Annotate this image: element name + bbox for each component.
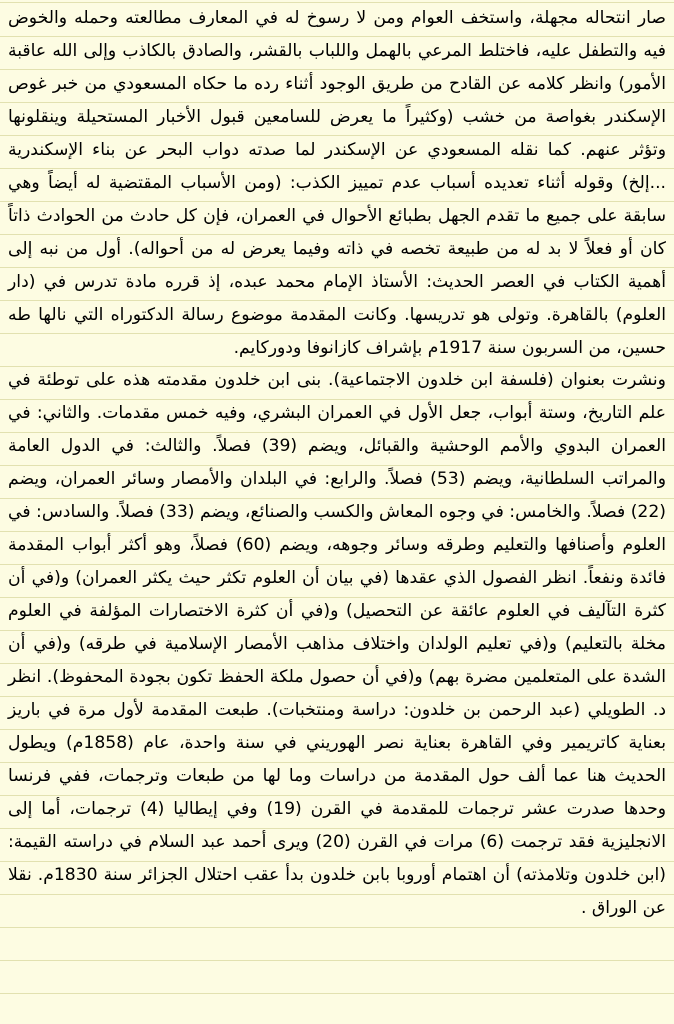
paragraph: صار انتحاله مجهلة، واستخف العوام ومن لا رسوخ له في المعارف مطالعته وحمله والخوض فيه والتطفل عليه، فاختلط المرعي بالهمل واللباب بالقشر، والصادق بالكاذب وإلى الله عاقبة الأمور) وانظر كلامه عن القادح من طريق الوجود أثناء رده ما حكاه المسعودي من خبر غوص الإسكندر بغواصة من خشب (وكثيراً ما يعرض للسامعين قبول الأخبار المستحيلة وينقلونها وتؤثر عنهم. كما نقله المسعودي عن الإسكندر لما صدته دواب البحر عن بناء الإسكندرية ...إلخ) وقوله أثناء تعديده أسباب عدم تمييز الكذب: (ومن الأسباب المقتضية له أيضاً وهي سابقة على جميع ما تقدم الجهل بطبائع الأحوال في العمران، فإن كل حادث من الحوادث ذاتاً كان أو فعلاً لا بد له من طبيعة تخصه في ذاته وفيما يعرض له من أحواله). أول من نبه إلى أهمية الكتاب في العصر الحديث: الأستاذ الإمام محمد عبده، إذ قرره مادة تدرس في (دار العلوم) بالقاهرة. وتولى هو تدريسها. وكانت المقدمة موضوع رسالة الدكتوراه التي نالها طه حسين، من السربون سنة 1917م بإشراف كازانوفا ودوركايم. xyxy=(8,8,666,358)
paragraph: ونشرت بعنوان (فلسفة ابن خلدون الاجتماعية). بنى ابن خلدون مقدمته هذه على توطئة في علم التاريخ، وستة أبواب، جعل الأول في العمران البشري، وفيه خمس مقدمات. والثاني: في العمران البدوي والأمم الوحشية والقبائل، ويضم (39) فصلاً. والثالث: في الدول العامة والمراتب السلطانية، ويضم (53) فصلاً. والرابع: في البلدان والأمصار وسائر العمران، ويضم (22) فصلاً. والخامس: في وجوه المعاش والكسب والصنائع، ويضم (33) فصلاً. والسادس: في العلوم وأصنافها والتعليم وطرقه وسائر وجوهه، ويضم (60) فصلاً، وهو أكثر أبواب المقدمة فائدة ونفعاً. انظر الفصول الذي عقدها (في بيان أن العلوم تكثر حيث يكثر العمران) و(في أن كثرة التآليف في العلوم عائقة عن التحصيل) و(في أن كثرة الاختصارات المؤلفة في العلوم مخلة بالتعليم) و(في تعليم الولدان واختلاف مذاهب الأمصار الإسلامية في طرقه) و(في أن الشدة على المتعلمين مضرة بهم) و(في أن حصول ملكة الحفظ تكون بجودة المحفوظ). انظر د. الطويلي (عبد الرحمن بن خلدون: دراسة ومنتخبات). طبعت المقدمة لأول مرة في باريز بعناية كاتريمير وفي القاهرة بعناية نصر الهوريني في سنة واحدة، عام (1858م) ويطول الحديث هنا عما ألف حول المقدمة من دراسات وما لها من طبعات وترجمات، ففي فرنسا وحدها صدرت عشر ترجمات للمقدمة في القرن (19) وفي إيطاليا (4) ترجمات، أما إلى الانجليزية فقد ترجمت (6) مرات في القرن (20) ويرى أحمد عبد السلام في دراسته القيمة: (ابن خلدون وتلامذته) أن اهتمام أوروبا بابن خلدون بدأ عقب احتلال الجزائر سنة 1830م. نقلا عن الوراق . xyxy=(8,370,667,918)
